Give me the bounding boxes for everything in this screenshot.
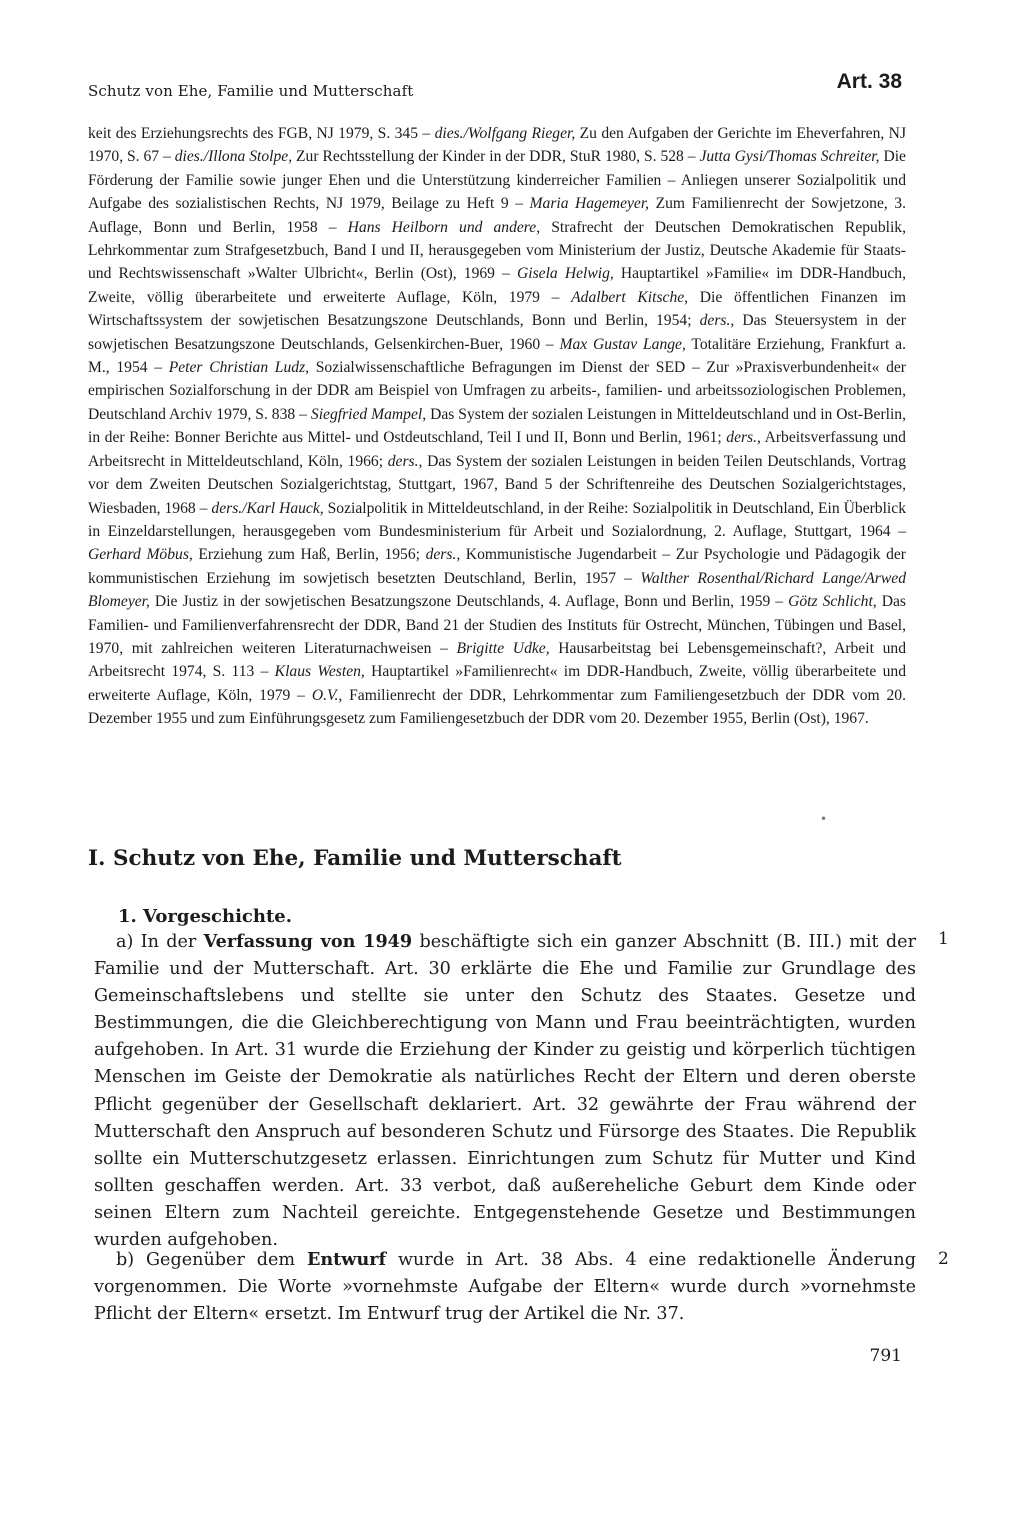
bib-text: Das Steuersystem in der sowjetischen Besatzungszone Deutschlands, Gelsenkirchen-Buer, 1960 – [88,312,906,353]
paragraph-text: beschäftigte sich ein ganzer Abschnitt (B. III.) mit der Familie und der Mutterschaft. Art. 30 erklärte die Ehe und Familie zur Grundlage des Gemeinschaftslebens und stellte sie unter den Schutz des Staates. Gesetze und Bestimmungen, die die Gleichberechtigung von Mann und Frau beeinträchtigten, wurden aufgehoben. In Art. 31 wurde die Erziehung der Kinder zu geistig und körperlich tüchtigen Menschen im Geiste der Demokratie als natürliches Recht der Eltern und deren oberste Pflicht gegenüber der Gesellschaft deklariert. Art. 32 gewährte der Frau während der Mutterschaft den Anspruch auf besonderen Schutz und Fürsorge des Staates. Die Republik sollte ein Mutterschutzgesetz erlassen. Einrichtungen zum Schutz für Mutter und Kind sollten geschaffen werden. Art. 33 verbot, daß außereheliche Geburt dem Kinde oder seinen Eltern zum Nachteil gereichte. Entgegenstehende Gesetze und Bestimmungen wurden aufgehoben. [94,932,917,1251]
paragraph-a [94,928,916,1254]
bib-text: Hauptartikel »Familienrecht« im DDR-Handbuch, Zweite, völlig überarbeitete und erweiterte Auflage, Köln, 1979 – [88,663,907,704]
bib-text: Erziehung zum Haß, Berlin, 1956; [192,546,426,564]
paragraph-text: b) Gegenüber dem [116,1250,307,1270]
bib-text: Strafrecht der Deutschen Demokratischen Republik, Lehrkommentar zum Strafgesetzbuch, Band I und II, herausgegeben vom Ministerium der Justiz, Deutsche Akademie für Staats- und Rechtswissenschaft »Walter Ulbricht«, Berlin (Ost), 1969 – [88,218,906,283]
bib-author: Gisela Helwig, [517,265,614,283]
paragraph-text: a) In der [116,932,204,952]
paragraph-emphasis: Verfassung von 1949 [203,931,413,952]
bib-author: dies./Illona Stolpe, [174,148,293,166]
bib-text: Sozialpolitik in Mitteldeutschland, in der Reihe: Sozialpolitik in Deutschland, Ein Überblick in Einzeldarstellungen, herausgegeben vom Bundesministerium für Arbeit und Sozialordnung, 2. Auflage, Stuttgart, 1964 – [88,499,906,540]
bib-author: Jutta Gysi/Thomas Schreiter, [699,148,880,166]
stray-mark: • [820,812,828,826]
bib-text: Die öffentlichen Finanzen im Wirtschaftssystem der sowjetischen Besatzungszone Deutschlands, Bonn und Berlin, 1954; [88,288,906,330]
bib-text: Kommunistische Jugendarbeit – Zur Psychologie und Pädagogik der kommunistischen Erziehung im sowjetisch besetzten Deutschland, Berlin, 1957 – [88,546,906,587]
bib-author: Peter Christian Ludz, [168,359,310,377]
bib-author: Götz Schlicht, [788,593,877,611]
bib-text: Das System der sozialen Leistungen in Mitteldeutschland und in Ost-Berlin, in der Reihe: Bonner Berichte aus Mittel- und Ostdeutschland, Teil I und II, Bonn und Berlin, 1961; [88,405,906,447]
bib-text: Zur Rechtsstellung der Kinder in der DDR, StuR 1980, S. 528 – [292,148,700,166]
bib-text: Die Justiz in der sowjetischen Besatzungszone Deutschlands, 4. Auflage, Bonn und Berlin, 1959 – [149,593,789,611]
paragraph-text: wurde in Art. 38 Abs. 4 eine redaktionelle Änderung vorgenommen. Die Worte »vornehmste Aufgabe der Eltern« wurde durch »vornehmste Pflicht der Eltern« ersetzt. Im Entwurf trug der Artikel die Nr. 37. [94,1250,916,1325]
bib-author: Adalbert Kitsche, [571,288,689,306]
paragraph-b [94,1246,916,1328]
running-head: Schutz von Ehe, Familie und Mutterschaft [88,82,414,100]
article-number: Art. 38 [836,70,902,93]
bib-author: ders., [425,546,461,564]
bib-text: Arbeitsverfassung und Arbeitsrecht in Mitteldeutschland, Köln, 1966; [88,429,906,470]
section-heading: I. Schutz von Ehe, Familie und Mutterschaft [88,846,622,871]
bib-text: Hausarbeitstag bei Lebensgemeinschaft?, Arbeit und Arbeitsrecht 1974, S. 113 – [88,639,906,681]
bib-text: Das Familien- und Familienverfahrensrecht der DDR, Band 21 der Studien des Instituts für Ostrecht, München, Tübingen und Basel, 1970, mit zahlreichen weiteren Literaturnachweisen – [88,593,906,657]
bib-author: Brigitte Udke, [456,639,550,657]
bib-text: Das System der sozialen Leistungen in beiden Teilen Deutschlands, Vortrag vor dem Zweiten Deutschen Sozialgerichtstag, Stuttgart, 1967, Band 5 der Schriftenreihe des Deutschen Sozialgerichtstages, Wiesbaden, 1968 – [88,452,907,517]
bib-author: ders./Karl Hauck, [211,499,324,517]
bib-author: Siegfried Mampel, [310,405,427,423]
bib-text: keit des Erziehungsrechts des FGB, NJ 1979, S. 345 – [88,125,435,142]
bib-author: ders., [387,452,423,470]
bib-text: Zu den Aufgaben der Gerichte im Eheverfahren, NJ 1970, S. 67 – [88,125,907,166]
bib-text: Die Förderung der Familie sowie junger Ehen und die Unterstützung kinderreicher Familien – Anliegen unserer Sozialpolitik und Aufgabe des sozialistischen Rechts, NJ 1979, Beilage zu Heft 9 – [88,148,906,213]
bib-author: Hans Heilborn und andere, [347,218,541,236]
bib-text: Totalitäre Erziehung, Frankfurt a. M., 1954 – [88,335,906,377]
bib-author: Gerhard Möbus, [88,546,193,564]
bib-author: Walther Rosenthal/Richard Lange/Arwed Blomeyer, [88,569,906,611]
page-number: 791 [869,1346,902,1366]
bib-author: O.V., [311,686,343,704]
subsection-heading-text: 1. Vorgeschichte. [118,906,292,927]
margin-number: 2 [938,1249,949,1269]
bib-author: Maria Hagemeyer, [529,195,650,213]
bib-author: ders., [726,429,761,447]
bib-text: Familienrecht der DDR, Lehrkommentar zum Familiengesetzbuch der DDR vom 20. Dezember 1955 und zum Einführungsgesetz zum Familiengesetzbuch der DDR vom 20. Dezember 1955, Berlin (Ost), 1967. [88,686,906,728]
bib-author: dies./Wolfgang Rieger, [434,125,576,142]
bib-text: Hauptartikel »Familie« im DDR-Handbuch, Zweite, völlig überarbeitete und erweiterte Auflage, Köln, 1979 – [88,265,906,306]
bibliography-block [88,122,906,731]
bib-author: Max Gustav Lange, [559,335,686,353]
bib-author: ders., [699,312,735,330]
margin-number: 1 [938,929,949,949]
bib-text: Zum Familienrecht der Sowjetzone, 3. Auflage, Bonn und Berlin, 1958 – [88,195,906,236]
paragraph-emphasis: Entwurf [306,1249,387,1270]
bib-text: Sozialwissenschaftliche Befragungen im Dienst der SED – Zur »Praxisverbundenheit« der empirischen Sozialforschung in der DDR am Beispiel von Umfragen zu arbeits-, familien- und arbeitssoziologischen Problemen, Deutschland Archiv 1979, S. 838 – [88,359,907,423]
subsection-heading [118,906,292,927]
bib-author: Klaus Westen, [274,663,365,681]
